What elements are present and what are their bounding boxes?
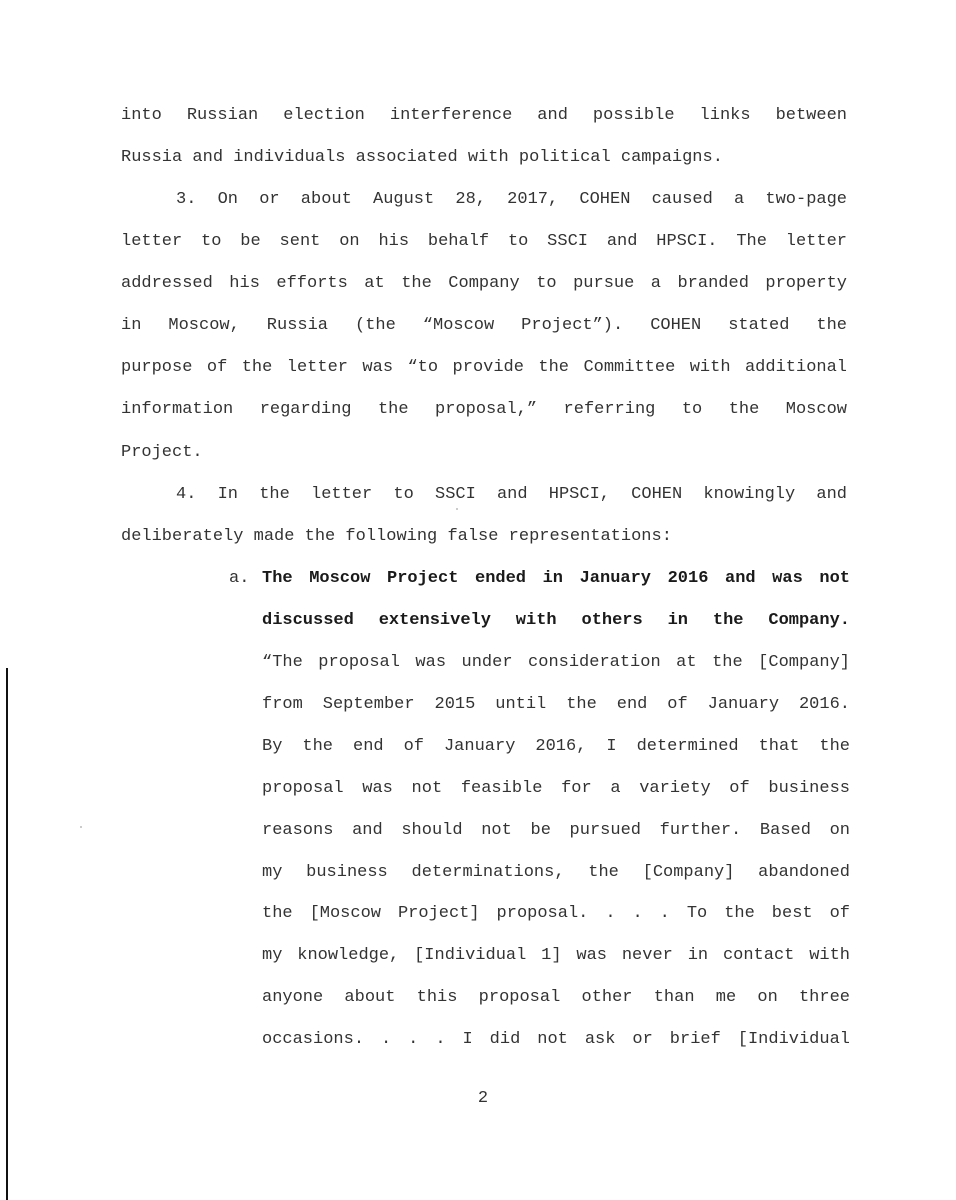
paragraph-4-line-1: 4. In the letter to SSCI and HPSCI, COHEN knowingly and <box>176 485 847 504</box>
item-a-heading-line-2: discussed extensively with others in the Company. <box>262 611 850 630</box>
paragraph-3-line-1: 3. On or about August 28, 2017, COHEN caused a two-page <box>176 190 847 209</box>
item-a-quote-line-3: By the end of January 2016, I determined that the <box>262 737 850 756</box>
item-a-quote-line-7: the [Moscow Project] proposal. . . . To the best of <box>262 904 850 923</box>
paragraph-3-line-4: in Moscow, Russia (the “Moscow Project”). COHEN stated the <box>121 316 847 335</box>
item-a-quote-line-1: “The proposal was under consideration at the [Company] <box>262 653 850 672</box>
page-number: 2 <box>477 1089 489 1108</box>
paragraph-3-line-6: information regarding the proposal,” referring to the Moscow <box>121 400 847 419</box>
intro-line-2: Russia and individuals associated with political campaigns. <box>121 148 723 167</box>
item-a-quote-line-2: from September 2015 until the end of January 2016. <box>262 695 850 714</box>
scan-edge-mark <box>6 668 8 1200</box>
paragraph-4-line-2: deliberately made the following false representations: <box>121 527 672 546</box>
paragraph-3-line-5: purpose of the letter was “to provide the Committee with additional <box>121 358 847 377</box>
intro-line-1: into Russian election interference and possible links between <box>121 106 847 125</box>
item-a-quote-line-5: reasons and should not be pursued further. Based on <box>262 821 850 840</box>
item-a-quote-line-9: anyone about this proposal other than me on three <box>262 988 850 1007</box>
item-a-quote-line-8: my knowledge, [Individual 1] was never in contact with <box>262 946 850 965</box>
paragraph-3-line-7: Project. <box>121 443 203 462</box>
scan-speck <box>80 826 82 828</box>
item-a-quote-line-6: my business determinations, the [Company] abandoned <box>262 863 850 882</box>
item-a-heading-line-1: The Moscow Project ended in January 2016 and was not <box>262 569 850 588</box>
paragraph-3-line-3: addressed his efforts at the Company to pursue a branded property <box>121 274 847 293</box>
scan-speck <box>456 508 458 510</box>
item-a-quote-line-4: proposal was not feasible for a variety of business <box>262 779 850 798</box>
item-a-quote-line-10: occasions. . . . I did not ask or brief [Individual <box>262 1030 850 1049</box>
paragraph-3-line-2: letter to be sent on his behalf to SSCI and HPSCI. The letter <box>121 232 847 251</box>
item-a-marker: a. <box>229 569 250 588</box>
